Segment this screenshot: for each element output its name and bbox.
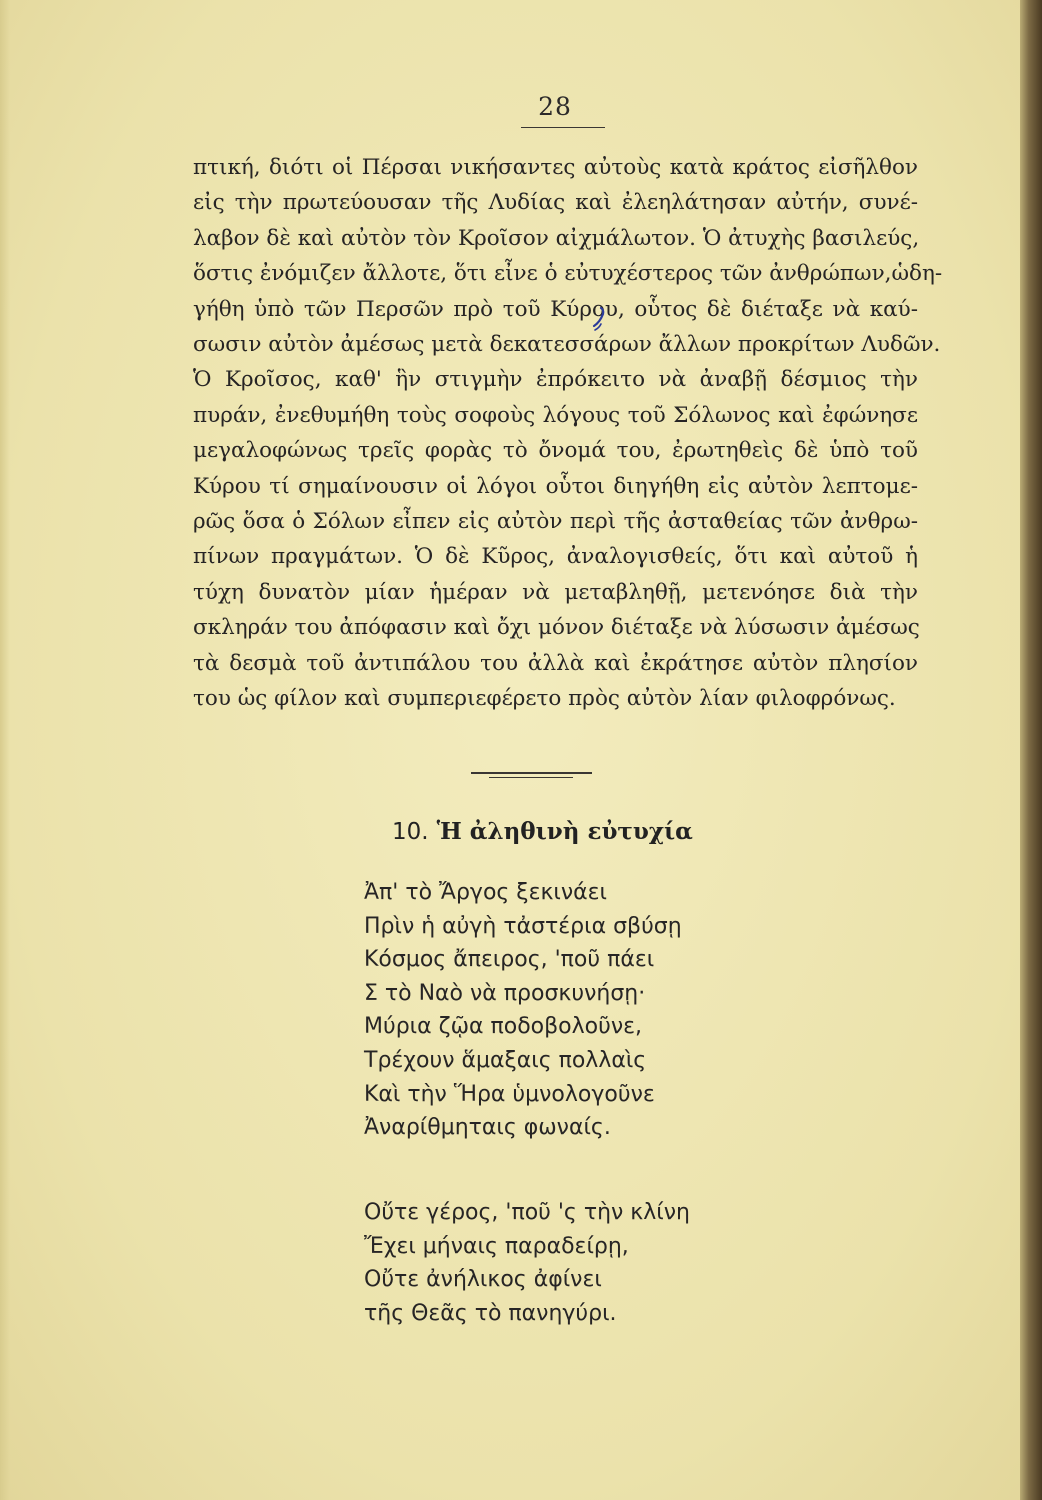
poem-line: Ἀναρίθμηταις φωναίς. <box>364 1115 611 1141</box>
poem-line: τῆς Θεᾶς τὸ πανηγύρι. <box>364 1300 617 1326</box>
book-gutter <box>1020 0 1042 1500</box>
poem-line: Μύρια ζῷα ποδοβολοῦνε, <box>364 1014 643 1040</box>
prose-line: γήθη ὑπὸ τῶν Περσῶν πρὸ τοῦ Κύρου, οὗτος δὲ διέταξε νὰ καύ- <box>193 296 918 322</box>
poem-stanza-2 <box>364 1196 814 1330</box>
poem-line: Ἔχει μήναις παραδείρῃ, <box>364 1233 629 1259</box>
prose-line: ρῶς ὅσα ὁ Σόλων εἶπεν εἰς αὐτὸν περὶ τῆς ἀσταθείας τῶν ἀνθρω- <box>193 509 918 535</box>
prose-line: λαβον δὲ καὶ αὐτὸν τὸν Κροῖσον αἰχμάλωτον. Ὁ ἀτυχὴς βασιλεύς, <box>193 225 920 251</box>
prose-line: σκληράν του ἀπόφασιν καὶ ὄχι μόνον διέταξε νὰ λύσωσιν ἀμέσως <box>193 615 920 641</box>
prose-line: εἰς τὴν πρωτεύουσαν τῆς Λυδίας καὶ ἐλεηλάτησαν αὐτήν, συνέ- <box>193 190 918 216</box>
section-number: 10. <box>392 819 429 845</box>
prose-paragraph <box>193 150 943 717</box>
page-left-edge <box>0 0 10 1500</box>
prose-line: μεγαλοφώνως τρεῖς φορὰς τὸ ὄνομά του, ἐρωτηθεὶς δὲ ὑπὸ τοῦ <box>193 438 918 464</box>
section-title: Ἡ ἀληθινὴ εὐτυχία <box>436 818 693 845</box>
poem-line: Πρὶν ἡ αὐγὴ τἀστέρια σβύσῃ <box>364 913 682 939</box>
prose-line: ὅστις ἐνόμιζεν ἄλλοτε, ὅτι εἶνε ὁ εὐτυχέστερος τῶν ἀνθρώπων,ὡδη- <box>193 261 943 287</box>
poem-line: Οὔτε γέρος, 'ποῦ 'ς τὴν κλίνη <box>364 1200 690 1225</box>
page-number: 28 <box>538 92 572 121</box>
prose-line: τύχη δυνατὸν μίαν ἡμέραν νὰ μεταβληθῇ, μετενόησε διὰ τὴν <box>193 579 918 605</box>
prose-line: πτική, διότι οἱ Πέρσαι νικήσαντες αὐτοὺς κατὰ κράτος εἰσῆλθον <box>193 155 918 180</box>
prose-line: Ὁ Κροῖσος, καθ' ἣν στιγμὴν ἐπρόκειτο νὰ ἀναβῇ δέσμιος τὴν <box>193 367 918 393</box>
prose-line: σωσιν αὐτὸν ἀμέσως μετὰ δεκατεσσάρων ἄλλων προκρίτων Λυδῶν. <box>193 332 941 358</box>
poem-line: Οὔτε ἀνήλικος ἀφίνει <box>364 1267 602 1293</box>
section-divider <box>471 772 592 774</box>
poem-line: Ἀπ' τὸ Ἄργος ξεκινάει <box>364 880 607 905</box>
page-number-rule <box>521 127 605 128</box>
poem-line: Κόσμος ἄπειρος, 'ποῦ πάει <box>364 947 655 973</box>
section-heading <box>392 818 792 845</box>
prose-line: του ὡς φίλον καὶ συμπεριεφέρετο πρὸς αὐτὸν λίαν φιλοφρόνως. <box>193 686 896 712</box>
prose-line: πυράν, ἐνεθυμήθη τοὺς σοφοὺς λόγους τοῦ Σόλωνος καὶ ἐφώνησε <box>193 402 918 428</box>
poem-line: Σ τὸ Ναὸ νὰ προσκυνήσῃ· <box>364 980 646 1006</box>
poem-line: Τρέχουν ἅμαξαις πολλαὶς <box>364 1047 647 1073</box>
pen-mark-icon <box>592 306 606 332</box>
section-divider-thin <box>489 777 573 778</box>
prose-line: πίνων πραγμάτων. Ὁ δὲ Κῦρος, ἀναλογισθείς, ὅτι καὶ αὐτοῦ ἡ <box>193 544 918 570</box>
prose-line: τὰ δεσμὰ τοῦ ἀντιπάλου του ἀλλὰ καὶ ἐκράτησε αὐτὸν πλησίον <box>193 650 918 676</box>
prose-line: Κύρου τί σημαίνουσιν οἱ λόγοι οὗτοι διηγήθη εἰς αὐτὸν λεπτομε- <box>193 473 918 499</box>
poem-line: Καὶ τὴν Ἥρα ὑμνολογοῦνε <box>364 1081 655 1107</box>
poem-stanza-1 <box>364 876 814 1145</box>
